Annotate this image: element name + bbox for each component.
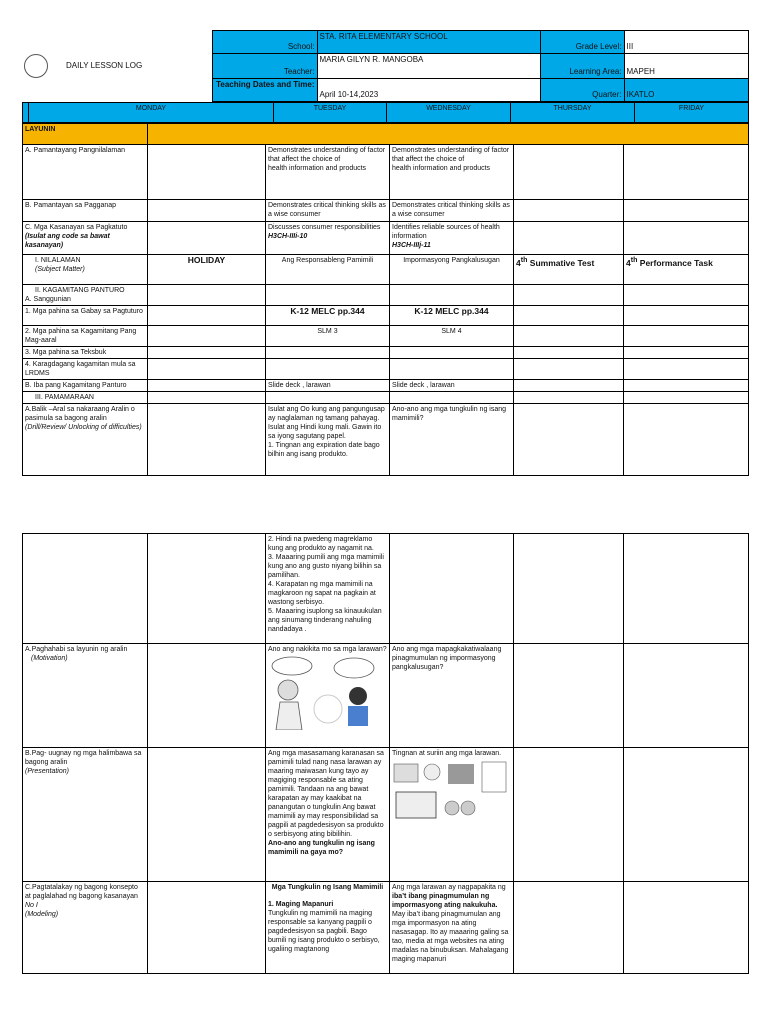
header-logo-cell bbox=[22, 31, 212, 102]
balik-note: (Drill/Review/ Unlocking of difficulties) bbox=[25, 424, 142, 431]
nilalaman-fri-text: Performance Task bbox=[637, 257, 713, 268]
nilalaman-mon: HOLIDAY bbox=[148, 255, 266, 285]
pagtatalakay-no: No I bbox=[25, 902, 38, 909]
school-value: STA. RITA ELEMENTARY SCHOOL bbox=[317, 31, 540, 54]
pag-uugnay-label bbox=[23, 748, 148, 882]
row-c-tue-text: Discusses consumer responsibilities bbox=[268, 224, 381, 231]
balik-tue: Isulat ang Oo kung ang pangungusap ay naglalaman ng tamang pahayag. Isulat ang Hindi kung mali. Gawin ito sa iyong sagutang papel. 1. Tingnan ang expiration date bago bilhin ang isang produkto. bbox=[266, 404, 390, 476]
row-a-tue: Demonstrates understanding of factor that affect the choice of health information and products bbox=[266, 145, 390, 200]
paghahabi-tue bbox=[266, 644, 390, 748]
school-label: School: bbox=[212, 31, 317, 54]
gabay-tue: K-12 MELC pp.344 bbox=[266, 306, 390, 326]
area-label: Learning Area: bbox=[540, 54, 624, 79]
teksbuk-label: 3. Mga pahina sa Teksbuk bbox=[23, 347, 148, 359]
iba-wed: Slide deck , larawan bbox=[390, 380, 514, 392]
paghahabi-label bbox=[23, 644, 148, 748]
row-c-wed-code: H3CH-IIIj-11 bbox=[392, 242, 431, 249]
paghahabi-tue-text: Ano ang nakikita mo sa mga larawan? bbox=[268, 646, 387, 653]
day-wednesday: WEDNESDAY bbox=[387, 103, 511, 123]
pagtatalakay-wed-c: May iba’t ibang pinagmumulan ang mga impormasyon na ating nasasagap. Ito ay maaaring galing sa tao, media at mga websites na ating madalas na binubuksan. Mahalagang maging mapanuri bbox=[392, 911, 509, 963]
nilalaman-fri-sup: th bbox=[630, 256, 638, 264]
iba-tue: Slide deck , larawan bbox=[266, 380, 390, 392]
pagtatalakay-tue bbox=[266, 882, 390, 974]
row-a-label: A. Pamantayang Pangnilalaman bbox=[23, 145, 148, 200]
pagtatalakay-note: (Modeling) bbox=[25, 911, 59, 918]
teacher-value: MARIA GILYN R. MANGOBA bbox=[317, 54, 540, 79]
pag-uugnay-title: B.Pag- uugnay ng mga halimbawa sa bagong aralin bbox=[25, 750, 142, 766]
area-value: MAPEH bbox=[624, 54, 748, 79]
dates-value: April 10-14,2023 bbox=[317, 79, 540, 102]
shopping-illustration-icon bbox=[268, 654, 386, 730]
magaaral-label: 2. Mga pahina sa Kagamitang Pang Mag-aaral bbox=[23, 326, 148, 347]
row-c-tue bbox=[266, 222, 390, 255]
row-b-tue: Demonstrates critical thinking skills as a wise consumer bbox=[266, 200, 390, 222]
quarter-value: IKATLO bbox=[624, 79, 748, 102]
dates-label: Teaching Dates and Time: bbox=[212, 79, 317, 102]
row-c-tue-code: H3CH-IIIi-10 bbox=[268, 233, 308, 240]
row-a-mon bbox=[148, 145, 266, 200]
nilalaman-tue: Ang Responsableng Pamimili bbox=[266, 255, 390, 285]
nilalaman-note: (Subject Matter) bbox=[35, 266, 85, 273]
sanggunian-label: A. Sanggunian bbox=[25, 296, 71, 303]
pag-uugnay-tue-question: Ano-ano ang tungkulin ng isang mamimili na gaya mo? bbox=[268, 840, 375, 856]
header-title: DAILY LESSON LOG bbox=[66, 61, 143, 71]
gabay-label: 1. Mga pahina sa Gabay sa Pagtuturo bbox=[23, 306, 148, 326]
iba-label: B. Iba pang Kagamitang Panturo bbox=[23, 380, 148, 392]
lrdms-label: 4. Karagdagang kagamitan mula sa LRDMS bbox=[23, 359, 148, 380]
balik-title: A.Balik –Aral sa nakaraang Aralin o pasimula sa bagong aralin bbox=[25, 406, 135, 422]
page-1 bbox=[22, 30, 748, 476]
days-table bbox=[22, 102, 749, 123]
nilalaman-wed: Impormasyong Pangkalusugan bbox=[390, 255, 514, 285]
row-b-label: B. Pamantayan sa Pagganap bbox=[23, 200, 148, 222]
pag-uugnay-wed-text: Tingnan at suriin ang mga larawan. bbox=[392, 750, 502, 757]
day-friday: FRIDAY bbox=[635, 103, 749, 123]
balik-wed: Ano-ano ang mga tungkulin ng isang mamimili? bbox=[390, 404, 514, 476]
pag-uugnay-note: (Presentation) bbox=[25, 768, 69, 775]
row-c-wed bbox=[390, 222, 514, 255]
row-a-wed: Demonstrates understanding of factor that affect the choice of health information and products bbox=[390, 145, 514, 200]
paghahabi-title: A.Paghahabi sa layunin ng aralin bbox=[25, 646, 128, 653]
nilalaman-label bbox=[23, 255, 148, 285]
cont-tue: 2. Hindi na pwedeng magreklamo kung ang produkto ay nagamit na. 3. Maaaring pumili ang mga mamimili kung ano ang gusto niyang bilihin sa pamilihan. 4. Karapatan ng mga mamimili na magkaroon ng sapat na pagkain at wastong serbisyo. 5. Maaaring isuplong sa kinauukulan ang sinumang tinderang nahuling nandadaya . bbox=[266, 534, 390, 644]
row-b-wed: Demonstrates critical thinking skills as a wise consumer bbox=[390, 200, 514, 222]
row-c-label bbox=[23, 222, 148, 255]
row-c-note: (Isulat ang code sa bawat kasanayan) bbox=[25, 233, 110, 249]
nilalaman-thu-num: 4 bbox=[516, 257, 521, 268]
nilalaman-fri bbox=[624, 255, 749, 285]
day-monday: MONDAY bbox=[29, 103, 274, 123]
pagtatalakay-tue-title: Mga Tungkulin ng Isang Mamimili bbox=[271, 884, 384, 891]
nilalaman-thu-sup: th bbox=[520, 256, 528, 264]
row-c-title: C. Mga Kasanayan sa Pagkatuto bbox=[25, 224, 128, 231]
pagtatalakay-tue-text: Tungkulin ng mamimili na maging responsable sa kanyang pagpili o pagdedesisyon sa pagbili. Bago bumili ng isang produkto o serbisyo, ugaliing magtanong bbox=[268, 910, 380, 953]
day-tuesday: TUESDAY bbox=[274, 103, 387, 123]
pagtatalakay-tue-heading: 1. Maging Mapanuri bbox=[268, 901, 334, 908]
nilalaman-title: I. NILALAMAN bbox=[35, 257, 81, 264]
row-a-fri bbox=[624, 145, 749, 200]
pagtatalakay-label bbox=[23, 882, 148, 974]
lesson-table bbox=[22, 123, 749, 476]
grade-value: III bbox=[624, 31, 748, 54]
paghahabi-note: (Motivation) bbox=[31, 655, 68, 662]
header-table bbox=[22, 30, 749, 102]
pag-uugnay-tue bbox=[266, 748, 390, 882]
balik-label bbox=[23, 404, 148, 476]
kagamitan-label bbox=[23, 285, 148, 306]
layunin-heading: LAYUNIN bbox=[23, 124, 148, 145]
pag-uugnay-tue-text: Ang mga masasamang karanasan sa pamimili tulad nang nasa larawan ay maaring maiwasan kung tayo ay magiging responsable sa ating pamimili. Tandaan na ang bawat karapatan ay may kaakibat na panangutan o tungkulin Ang bawat mamimili ay may responsibilidad sa pagpili at pagdedesisyon sa produkto o serbisyong ating bibilihin. bbox=[268, 750, 384, 838]
teacher-label: Teacher: bbox=[212, 54, 317, 79]
nilalaman-thu bbox=[514, 255, 624, 285]
row-a-thu bbox=[514, 145, 624, 200]
layunin-fill bbox=[148, 124, 749, 145]
page-2 bbox=[22, 533, 748, 974]
magaaral-wed: SLM 4 bbox=[390, 326, 514, 347]
pagtatalakay-wed-a: Ang mga larawan ay nagpapakita ng bbox=[392, 884, 506, 891]
grade-label: Grade Level: bbox=[540, 31, 624, 54]
day-thursday: THURSDAY bbox=[511, 103, 635, 123]
paghahabi-wed: Ano ang mga mapagkakatiwalaang pinagmumulan ng impormasyong pangkalusugan? bbox=[390, 644, 514, 748]
deped-seal-icon bbox=[24, 54, 48, 78]
pagtatalakay-wed bbox=[390, 882, 514, 974]
pagtatalakay-wed-b: iba’t ibang pinagmumulan ng impormasyong ating nakukuha. bbox=[392, 893, 498, 909]
nilalaman-thu-text: Summative Test bbox=[527, 257, 595, 268]
kagamitan-title: II. KAGAMITANG PANTURO bbox=[35, 287, 125, 294]
pamamaraan-label: III. PAMAMARAAN bbox=[23, 392, 148, 404]
quarter-label: Quarter: bbox=[540, 79, 624, 102]
row-c-wed-text: Identifies reliable sources of health information bbox=[392, 224, 500, 240]
health-sources-illustration-icon bbox=[392, 760, 510, 828]
pag-uugnay-wed bbox=[390, 748, 514, 882]
gabay-wed: K-12 MELC pp.344 bbox=[390, 306, 514, 326]
nilalaman-fri-num: 4 bbox=[626, 257, 631, 268]
pagtatalakay-title: C.Pagtatalakay ng bagong konsepto at paglalahad ng bagong kasanayan bbox=[25, 884, 138, 900]
lesson-table-cont bbox=[22, 533, 749, 974]
magaaral-tue: SLM 3 bbox=[266, 326, 390, 347]
